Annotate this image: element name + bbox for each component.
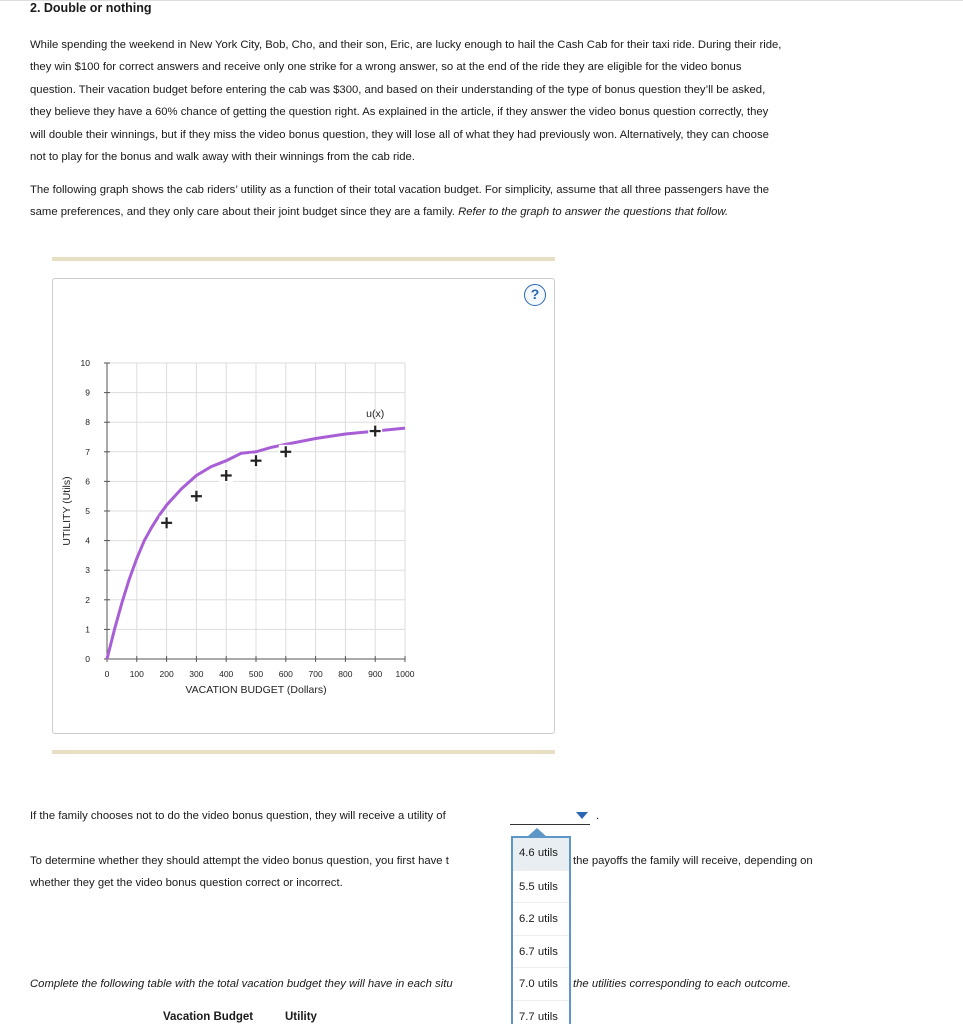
plus-marker: [279, 445, 293, 459]
chevron-down-icon: [576, 812, 588, 819]
q2-text-end: the payoffs the family will receive, depending on: [573, 855, 813, 867]
q2-text-line2: whether they get the video bonus question correct or incorrect.: [30, 877, 343, 889]
x-tick-label: 800: [338, 669, 353, 679]
graph-frame-bottom-bar: [52, 750, 555, 754]
q2-text-start: To determine whether they should attempt the video bonus question, you first have t: [30, 855, 449, 867]
graph-intro-paragraph: [30, 179, 910, 224]
intro-line: they win $100 for correct answers and receive only one strike for a wrong answer, so at the end of the ride they are eligible for the video bonus: [30, 61, 742, 74]
chart-ticks: [81, 358, 415, 679]
dropdown-option[interactable]: 7.7 utils: [513, 1001, 569, 1024]
y-tick-label: 7: [85, 446, 90, 457]
help-icon[interactable]: ?: [524, 284, 546, 306]
plus-marker: [160, 516, 174, 530]
y-tick-label: 4: [85, 535, 90, 546]
graph-intro-instruction: Refer to the graph to answer the questions that follow.: [458, 206, 729, 219]
utility-chart: [52, 278, 555, 734]
dropdown-option[interactable]: 4.6 utils: [513, 838, 569, 871]
intro-line: While spending the weekend in New York City, Bob, Cho, and their son, Eric, are lucky enough to hail the Cash Cab for their taxi ride. During their ride,: [30, 39, 782, 51]
dropdown-options-list: [511, 836, 571, 1024]
plus-marker: [368, 424, 382, 438]
utility-dropdown[interactable]: [510, 806, 590, 825]
question-title: 2. Double or nothing: [30, 1, 152, 15]
y-tick-label: 2: [85, 594, 90, 605]
x-tick-label: 600: [278, 669, 293, 679]
x-axis-label: VACATION BUDGET (Dollars): [185, 684, 327, 696]
table-header-utility: Utility: [285, 1011, 317, 1023]
dropdown-option[interactable]: 5.5 utils: [513, 871, 569, 904]
x-tick-label: 700: [308, 669, 323, 679]
plus-marker: [249, 454, 263, 468]
graph-intro-line: The following graph shows the cab riders’ utility as a function of their total vacation budget. For simplicity, assume that all three passengers have the: [30, 184, 770, 196]
x-tick-label: 500: [248, 669, 264, 679]
y-tick-label: 8: [85, 417, 90, 428]
q3-text-end: the utilities corresponding to each outcome.: [573, 978, 791, 990]
x-tick-label: 100: [129, 669, 144, 679]
chart-grid: [107, 363, 405, 659]
dropdown-option[interactable]: 7.0 utils: [513, 968, 569, 1001]
y-tick-label: 1: [85, 624, 90, 635]
intro-paragraph: [30, 34, 910, 168]
y-tick-label: 9: [85, 387, 90, 398]
plus-marker: [219, 468, 233, 482]
dropdown-option[interactable]: 6.7 utils: [513, 936, 569, 969]
graph-intro-text: same preferences, and they only care about their joint budget since they are a family.: [30, 206, 459, 219]
intro-line: question. Their vacation budget before entering the cab was $300, and based on their understanding of the type of bonus question they’ll be asked,: [30, 83, 766, 96]
x-tick-label: 900: [368, 669, 383, 679]
dropdown-option[interactable]: 6.2 utils: [513, 903, 569, 936]
graph-frame-top-bar: [52, 257, 555, 261]
x-tick-label: 400: [219, 669, 234, 679]
y-tick-label: 5: [85, 506, 90, 516]
x-tick-label: 1000: [395, 669, 415, 679]
q1-period: .: [596, 810, 600, 822]
q3-text-start: Complete the following table with the total vacation budget they will have in each situ: [30, 978, 453, 990]
intro-line: not to play for the bonus and walk away with their winnings from the cab ride.: [30, 151, 415, 164]
y-tick-label: 10: [80, 358, 90, 368]
x-tick-label: 300: [189, 669, 204, 679]
plus-marker: [189, 489, 203, 503]
y-tick-label: 3: [85, 565, 90, 576]
curve-label: u(x): [366, 408, 385, 421]
y-tick-label: 0: [85, 654, 90, 664]
graph-intro-line: [30, 201, 910, 223]
intro-line: will double their winnings, but if they miss the video bonus question, they will lose all of what they had previously won. Alternatively, they can choose: [30, 128, 769, 141]
intro-line: they believe they have a 60% chance of getting the question right. As explained in the article, if they answer the video bonus question correctly, they: [30, 106, 769, 119]
x-tick-label: 200: [159, 669, 174, 679]
q1-text: If the family chooses not to do the video bonus question, they will receive a utility of: [30, 810, 446, 822]
y-axis-label: UTILITY (Utils): [61, 476, 73, 546]
table-header-budget: Vacation Budget: [163, 1011, 254, 1023]
x-tick-label: 0: [104, 669, 110, 679]
y-tick-label: 6: [85, 476, 90, 487]
